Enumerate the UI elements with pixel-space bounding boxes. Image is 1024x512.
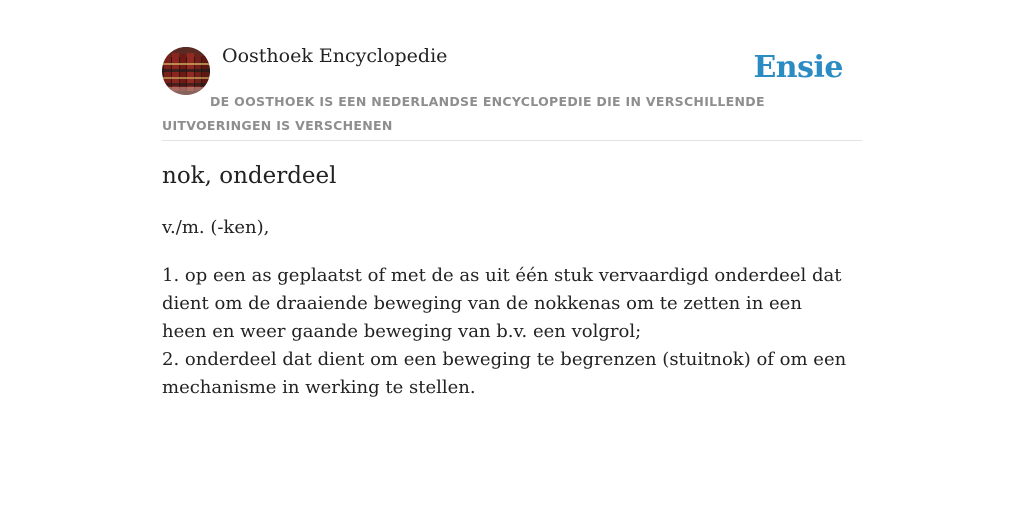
page-container bbox=[162, 0, 862, 398]
definition-item: 1. op een as geplaatst of met de as uit één stuk vervaardigd onderdeel dat dient om de draaiende beweging van de nokkenas om te zetten in een heen en weer gaande beweging van b.v. een volgrol; bbox=[162, 265, 842, 342]
entry-definition bbox=[162, 262, 852, 402]
source-title[interactable]: Oosthoek Encyclopedie bbox=[222, 45, 448, 67]
definition-item: 2. onderdeel dat dient om een beweging te begrenzen (stuitnok) of om een mechanisme in werking te stellen. bbox=[162, 349, 847, 398]
source-description: DE OOSTHOEK IS EEN NEDERLANDSE ENCYCLOPEDIE DIE IN VERSCHILLENDE UITVOERINGEN IS VERSCHENEN bbox=[162, 94, 765, 133]
ensie-logo[interactable]: Ensie bbox=[753, 50, 843, 85]
entry-grammar: v./m. (-ken), bbox=[162, 217, 270, 238]
source-header bbox=[162, 0, 862, 141]
encyclopedia-books-icon[interactable] bbox=[162, 47, 210, 95]
entry-title: nok, onderdeel bbox=[162, 163, 337, 189]
